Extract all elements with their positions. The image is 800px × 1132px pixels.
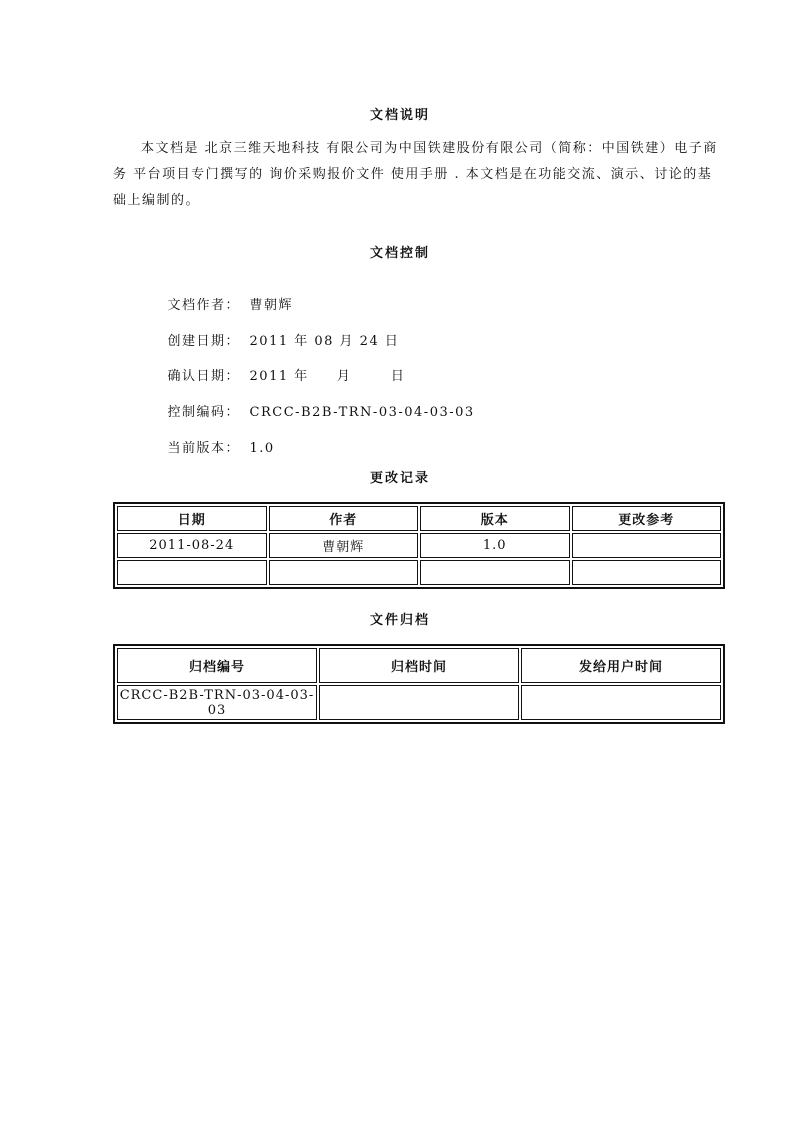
field-control-code-label: 控制编码： xyxy=(167,405,241,420)
column-header-archive-number: 归档编号 xyxy=(117,648,317,683)
field-author-label: 文档作者： xyxy=(167,298,241,313)
table-cell xyxy=(521,685,721,720)
table-cell: 曹朝辉 xyxy=(269,533,419,558)
column-header-date: 日期 xyxy=(117,506,267,531)
table-header-row xyxy=(117,506,721,531)
table-cell: 2011-08-24 xyxy=(117,533,267,558)
description-paragraph: 本文档是 北京三维天地科技 有限公司为中国铁建股份有限公司（简称：中国铁建）电子商务 平台项目专门撰写的 询价采购报价文件 使用手册 . 本文档是在功能交流、演示、讨论的基础上编制的。 xyxy=(113,141,718,208)
table-cell: CRCC-B2B-TRN-03-04-03-03 xyxy=(117,685,317,720)
table-cell: 1.0 xyxy=(420,533,570,558)
field-created-date-label: 创建日期： xyxy=(167,334,241,349)
column-header-archive-time: 归档时间 xyxy=(319,648,519,683)
archive-table xyxy=(113,644,725,724)
changes-heading: 更改记录 xyxy=(369,471,430,486)
table-cell xyxy=(269,560,419,585)
field-current-version-label: 当前版本： xyxy=(167,441,241,456)
column-header-version: 版本 xyxy=(420,506,570,531)
archive-heading: 文件归档 xyxy=(369,613,430,628)
table-header-row xyxy=(117,648,721,683)
control-heading: 文档控制 xyxy=(369,246,430,261)
field-current-version xyxy=(145,422,275,471)
field-author-value: 曹朝辉 xyxy=(249,298,294,313)
field-confirmed-date-value: 2011 年 月 日 xyxy=(249,369,406,384)
column-header-author: 作者 xyxy=(269,506,419,531)
table-cell xyxy=(319,685,519,720)
table-cell xyxy=(117,560,267,585)
column-header-change-ref: 更改参考 xyxy=(572,506,722,531)
table-cell xyxy=(572,560,722,585)
table-cell xyxy=(420,560,570,585)
change-log-table xyxy=(113,502,725,589)
table-row xyxy=(117,533,721,558)
table-row xyxy=(117,685,721,720)
table-cell xyxy=(572,533,722,558)
table-row xyxy=(117,560,721,585)
field-current-version-value: 1.0 xyxy=(249,441,275,456)
field-control-code-value: CRCC-B2B-TRN-03-04-03-03 xyxy=(249,405,475,420)
description-heading: 文档说明 xyxy=(369,108,430,123)
field-confirmed-date-label: 确认日期： xyxy=(167,369,241,384)
field-created-date-value: 2011 年 08 月 24 日 xyxy=(249,334,400,349)
column-header-sent-to-user-time: 发给用户时间 xyxy=(521,648,721,683)
